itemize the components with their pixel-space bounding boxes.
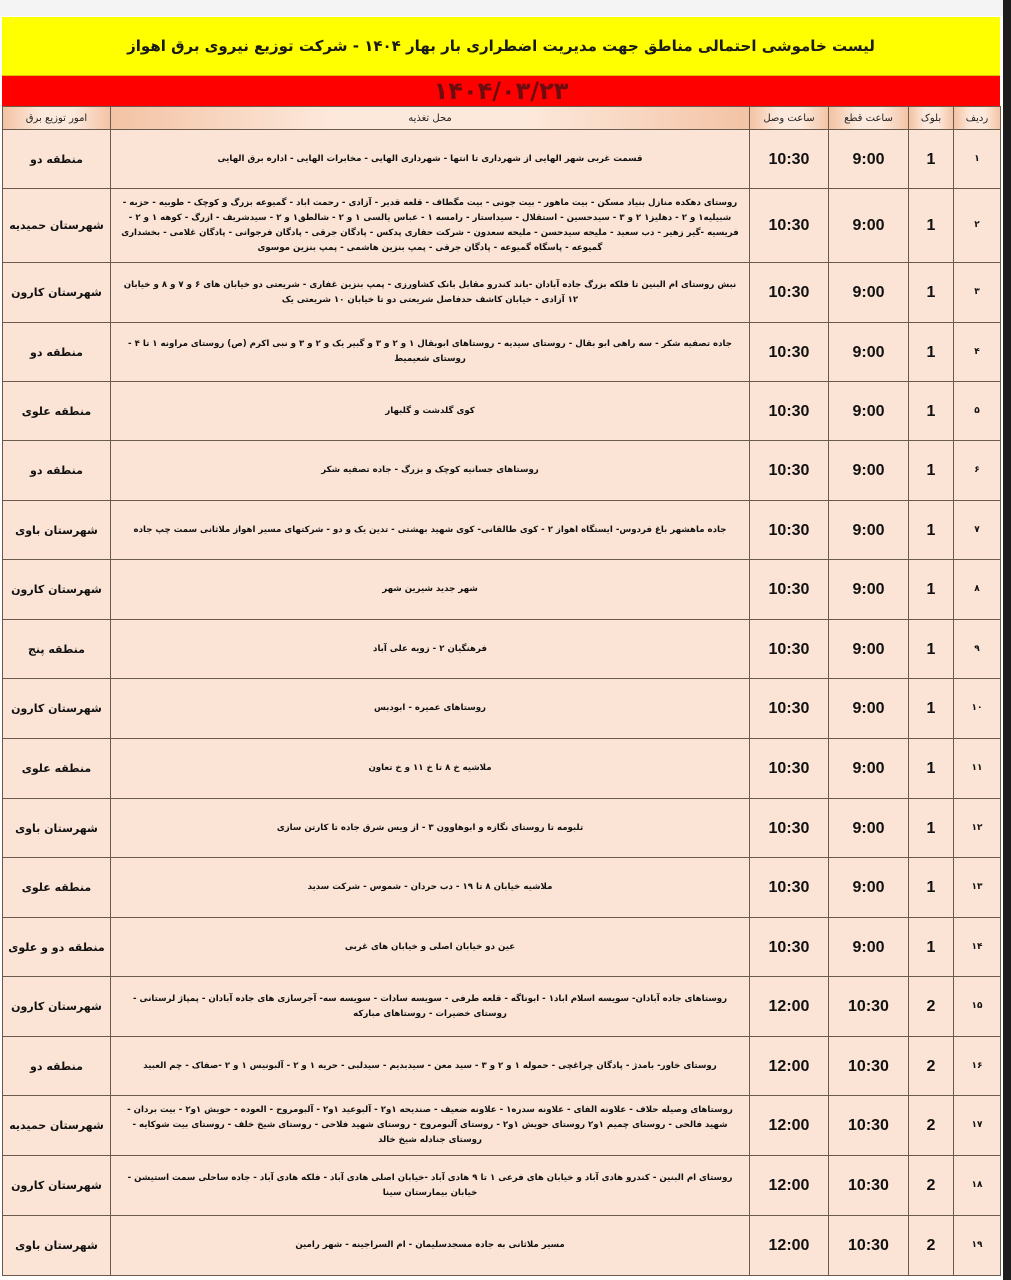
block-cell: 1 — [909, 323, 954, 382]
affairs-cell: منطقه دو و علوی — [3, 918, 111, 977]
col-header-connect-time: ساعت وصل — [750, 107, 829, 130]
connect-time-cell: 12:00 — [750, 1216, 829, 1276]
affairs-cell: شهرستان باوی — [3, 501, 111, 560]
row-number-cell: ۹ — [954, 620, 1001, 679]
table-row — [3, 1216, 1001, 1276]
top-margin — [0, 0, 1011, 16]
block-cell: 1 — [909, 858, 954, 918]
connect-time-cell: 10:30 — [750, 560, 829, 620]
table-row — [3, 382, 1001, 441]
affairs-cell: شهرستان حمیدیه — [3, 189, 111, 263]
date-text: ۱۴۰۴/۰۳/۲۳ — [433, 77, 569, 105]
affairs-cell: شهرستان کارون — [3, 1156, 111, 1216]
location-cell: روستاهای عمیره - ابودبس — [111, 679, 750, 739]
block-cell: 1 — [909, 560, 954, 620]
location-cell: روستاهای جاده آبادان- سویسه اسلام اباد۱ - ابوناگه - قلعه طرفی - سویسه سادات - سویسه سه- آجرسازی های جاده آبادان - پمپاژ لرستانی - روستای خضیرات - روستاهای مبارکه — [111, 977, 750, 1037]
cut-time-cell: 10:30 — [829, 977, 909, 1037]
connect-time-cell: 10:30 — [750, 441, 829, 501]
connect-time-cell: 10:30 — [750, 323, 829, 382]
location-cell: نبش روستای ام البنین تا فلکه بزرگ جاده آبادان -باند کندرو مقابل بانک کشاورزی - پمپ بنزین غفاری - شریعتی دو خیابان های ۶ و ۷ و ۸ و خیابان ۱۲ آزادی - خیابان کاشف حدفاصل شریعتی دو تا خیابان ۱۰ شریعتی یک — [111, 263, 750, 323]
block-cell: 1 — [909, 382, 954, 441]
connect-time-cell: 10:30 — [750, 739, 829, 799]
location-cell: ملاشیه خ ۸ تا خ ۱۱ و خ تعاون — [111, 739, 750, 799]
cut-time-cell: 9:00 — [829, 501, 909, 560]
cut-time-cell: 9:00 — [829, 918, 909, 977]
title-text: لیست خاموشی احتمالی مناطق جهت مدیریت اضطراری بار بهار ۱۴۰۴ - شرکت توزیع نیروی برق اهواز — [127, 37, 875, 55]
affairs-cell: منطقه دو — [3, 441, 111, 501]
connect-time-cell: 10:30 — [750, 189, 829, 263]
row-number-cell: ۷ — [954, 501, 1001, 560]
location-cell: عین دو خیابان اصلی و خیابان های غربی — [111, 918, 750, 977]
block-cell: 2 — [909, 1216, 954, 1276]
table-row — [3, 918, 1001, 977]
row-number-cell: ۱۸ — [954, 1156, 1001, 1216]
row-number-cell: ۱۵ — [954, 977, 1001, 1037]
table-row — [3, 739, 1001, 799]
cut-time-cell: 9:00 — [829, 679, 909, 739]
block-cell: 1 — [909, 620, 954, 679]
date-banner — [2, 76, 1000, 106]
affairs-cell: شهرستان باوی — [3, 1216, 111, 1276]
col-header-affairs: امور توزیع برق — [3, 107, 111, 130]
row-number-cell: ۱ — [954, 130, 1001, 189]
cut-time-cell: 9:00 — [829, 130, 909, 189]
location-cell: کوی گلدشت و گلبهار — [111, 382, 750, 441]
location-cell: روستاهای جسانیه کوچک و بزرگ - جاده تصفیه شکر — [111, 441, 750, 501]
connect-time-cell: 10:30 — [750, 679, 829, 739]
affairs-cell: منطقه علوی — [3, 739, 111, 799]
table-row — [3, 977, 1001, 1037]
affairs-cell: شهرستان کارون — [3, 679, 111, 739]
col-header-row-number: ردیف — [954, 107, 1001, 130]
affairs-cell: منطقه پنج — [3, 620, 111, 679]
connect-time-cell: 12:00 — [750, 1156, 829, 1216]
connect-time-cell: 10:30 — [750, 382, 829, 441]
table-row — [3, 323, 1001, 382]
location-cell: مسیر ملاثانی به جاده مسجدسلیمان - ام السراجینه - شهر رامین — [111, 1216, 750, 1276]
affairs-cell: منطقه دو — [3, 130, 111, 189]
affairs-cell: منطقه علوی — [3, 858, 111, 918]
cut-time-cell: 9:00 — [829, 323, 909, 382]
block-cell: 1 — [909, 799, 954, 858]
location-cell: ملاشیه خیابان ۸ تا ۱۹ - دب حردان - شموس - شرکت سدید — [111, 858, 750, 918]
row-number-cell: ۳ — [954, 263, 1001, 323]
location-cell: روستای ام البنین - کندرو هادی آباد و خیابان های فرعی ۱ تا ۹ هادی آباد -خیابان اصلی هادی آباد - فلکه هادی آباد - جاده ساحلی سمت استیشن - خیابان بیمارستان سینا — [111, 1156, 750, 1216]
table-row — [3, 679, 1001, 739]
row-number-cell: ۱۲ — [954, 799, 1001, 858]
connect-time-cell: 12:00 — [750, 1096, 829, 1156]
block-cell: 1 — [909, 441, 954, 501]
location-cell: قسمت غربی شهر الهایی از شهرداری تا انتها - شهرداری الهایی - مخابرات الهایی - اداره برق الهایی — [111, 130, 750, 189]
table-row — [3, 1037, 1001, 1096]
row-number-cell: ۱۷ — [954, 1096, 1001, 1156]
connect-time-cell: 10:30 — [750, 130, 829, 189]
connect-time-cell: 12:00 — [750, 977, 829, 1037]
connect-time-cell: 10:30 — [750, 620, 829, 679]
cut-time-cell: 10:30 — [829, 1216, 909, 1276]
cut-time-cell: 9:00 — [829, 382, 909, 441]
cut-time-cell: 9:00 — [829, 799, 909, 858]
row-number-cell: ۱۹ — [954, 1216, 1001, 1276]
table-row — [3, 560, 1001, 620]
cut-time-cell: 9:00 — [829, 620, 909, 679]
row-number-cell: ۲ — [954, 189, 1001, 263]
table-row — [3, 1096, 1001, 1156]
row-number-cell: ۵ — [954, 382, 1001, 441]
table-row — [3, 130, 1001, 189]
table-row — [3, 441, 1001, 501]
table-body — [3, 130, 1001, 1276]
cut-time-cell: 9:00 — [829, 560, 909, 620]
row-number-cell: ۱۱ — [954, 739, 1001, 799]
cut-time-cell: 9:00 — [829, 858, 909, 918]
row-number-cell: ۸ — [954, 560, 1001, 620]
block-cell: 2 — [909, 1156, 954, 1216]
block-cell: 2 — [909, 977, 954, 1037]
col-header-cut-time: ساعت قطع — [829, 107, 909, 130]
cut-time-cell: 9:00 — [829, 263, 909, 323]
table-row — [3, 620, 1001, 679]
block-cell: 1 — [909, 739, 954, 799]
affairs-cell: شهرستان کارون — [3, 263, 111, 323]
connect-time-cell: 10:30 — [750, 918, 829, 977]
table-row — [3, 858, 1001, 918]
cut-time-cell: 10:30 — [829, 1156, 909, 1216]
table-header-row — [3, 107, 1001, 130]
connect-time-cell: 12:00 — [750, 1037, 829, 1096]
location-cell: روستاهای وصیله حلاف - علاونه الفای - علاونه سدره۱ - علاونه ضعیف - صندیحه ۱و۲ - آلبوعید ۱و۲ - آلبومروح - العوده - حویش ۱و۲ - بیت بردان - شهید فالحی - روستای چمیم ۱و۲ روستای حویش ۱و۲ - روستای آلبومروح - روستای شهید فلاحی - روستای شیخ خلف - روستای بیت شوکایه - روستای جنادله شیخ خالد — [111, 1096, 750, 1156]
col-header-location: محل تغذیه — [111, 107, 750, 130]
col-header-block: بلوک — [909, 107, 954, 130]
block-cell: 1 — [909, 679, 954, 739]
table-row — [3, 799, 1001, 858]
connect-time-cell: 10:30 — [750, 799, 829, 858]
affairs-cell: منطقه دو — [3, 1037, 111, 1096]
row-number-cell: ۶ — [954, 441, 1001, 501]
location-cell: جاده ماهشهر باغ فردوس- ایستگاه اهواز ۲ - کوی طالقانی- کوی شهید بهشتی - تدین یک و دو - شرکتهای مسیر اهواز ملاثانی سمت چپ جاده — [111, 501, 750, 560]
block-cell: 2 — [909, 1096, 954, 1156]
location-cell: شهر جدید شیرین شهر — [111, 560, 750, 620]
row-number-cell: ۱۰ — [954, 679, 1001, 739]
block-cell: 1 — [909, 130, 954, 189]
affairs-cell: شهرستان کارون — [3, 977, 111, 1037]
cut-time-cell: 9:00 — [829, 441, 909, 501]
block-cell: 1 — [909, 501, 954, 560]
connect-time-cell: 10:30 — [750, 501, 829, 560]
cut-time-cell: 9:00 — [829, 189, 909, 263]
window-edge — [1003, 0, 1011, 1280]
affairs-cell: منطقه علوی — [3, 382, 111, 441]
table-row — [3, 189, 1001, 263]
affairs-cell: شهرستان حمیدیه — [3, 1096, 111, 1156]
location-cell: جاده تصفیه شکر - سه راهی ابو بقال - روستای سیدیه - روستاهای ابوبقال ۱ و ۲ و ۳ و گبیر یک و ۲ و ۳ و نبی اکرم (ص) روستای مراونه ۱ تا ۴ - روستای شعیمیط — [111, 323, 750, 382]
affairs-cell: منطقه دو — [3, 323, 111, 382]
outage-table — [2, 106, 1001, 1276]
cut-time-cell: 9:00 — [829, 739, 909, 799]
connect-time-cell: 10:30 — [750, 263, 829, 323]
row-number-cell: ۱۶ — [954, 1037, 1001, 1096]
table-row — [3, 1156, 1001, 1216]
cut-time-cell: 10:30 — [829, 1096, 909, 1156]
row-number-cell: ۴ — [954, 323, 1001, 382]
connect-time-cell: 10:30 — [750, 858, 829, 918]
block-cell: 1 — [909, 189, 954, 263]
row-number-cell: ۱۳ — [954, 858, 1001, 918]
location-cell: روستای دهکده منازل بنیاد مسکن - بیت ماهور - بیت جونی - بیت مگطاف - قلعه قدیر - آزادی - رحمت اباد - گمیوعه بزرگ و کوچک - طوبیه - حزبه - شبیلیه۱ و ۲ - دهلیز۱ ۲ و ۳ - سیدحسین - استقلال - سیداستار - رامسه ۱ - عباس یالسی ۱ و ۲ - شالطق۱ و ۲ - سیدشریف - ازرگ - کوهه ۱ و ۲ - فریسیه -گیر زهیر - دب سعید - ملیحه سیدحسن - ملیحه سعدون - شرکت حفاری پدکس - پادگان جرقی - پادگان فرجوانی - پادگان غلامی - بخشداری گمیوعه - پاسگاه گمیوعه - پادگان جرقی - پمپ بنزین هاشمی - پمپ بنزین موسوی — [111, 189, 750, 263]
block-cell: 1 — [909, 918, 954, 977]
block-cell: 1 — [909, 263, 954, 323]
row-number-cell: ۱۴ — [954, 918, 1001, 977]
affairs-cell: شهرستان باوی — [3, 799, 111, 858]
outage-schedule-sheet — [2, 17, 1000, 1276]
location-cell: فرهنگیان ۲ - زویه علی آباد — [111, 620, 750, 679]
location-cell: تلبومه تا روستای نگازه و ابوهاوون ۳ - از ویس شرق جاده تا کارتن سازی — [111, 799, 750, 858]
location-cell: روستای خاور- بامدژ - پادگان چراغچی - حموله ۱ و ۲ و ۳ - سید معن - سیدبدیم - سیدلبی - حریه ۱ و ۲ - آلبونیس ۱ و ۲ -صفاک - چم العبید — [111, 1037, 750, 1096]
cut-time-cell: 10:30 — [829, 1037, 909, 1096]
table-row — [3, 501, 1001, 560]
page-title — [2, 17, 1000, 76]
block-cell: 2 — [909, 1037, 954, 1096]
table-row — [3, 263, 1001, 323]
affairs-cell: شهرستان کارون — [3, 560, 111, 620]
